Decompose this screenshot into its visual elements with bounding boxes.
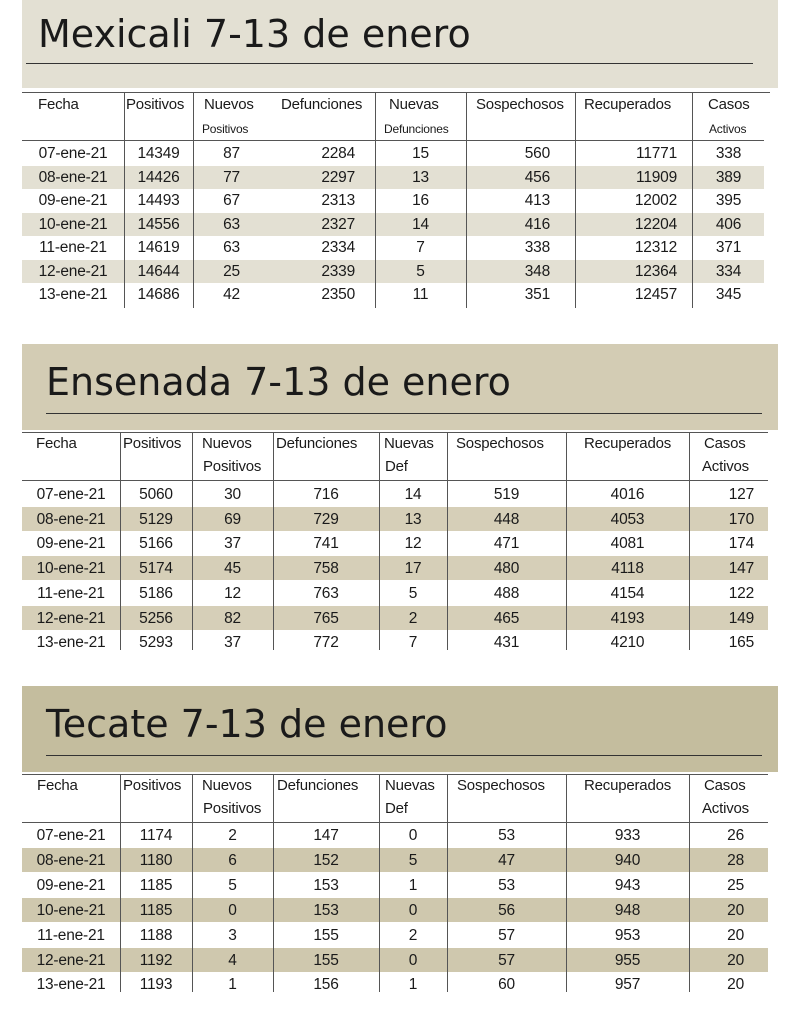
nuevos-positivos-cell: 82	[224, 609, 241, 627]
defunciones-cell: 729	[313, 510, 339, 528]
nuevas-defunciones-cell: 1	[408, 876, 418, 894]
recuperados-cell: 4016	[610, 485, 645, 503]
nuevos-positivos-cell: 1	[228, 975, 237, 993]
positivos-cell: 1185	[139, 876, 173, 894]
header-sospechosos: Sospechosos	[476, 96, 564, 113]
table-row	[0, 236, 795, 260]
header-positivos: Positivos	[126, 96, 185, 113]
sospechosos-cell: 47	[498, 851, 515, 869]
column-divider	[124, 92, 125, 308]
positivos-cell: 1174	[139, 826, 173, 844]
header-casos: Casos	[704, 435, 746, 452]
nuevas-defunciones-cell: 13	[412, 169, 429, 186]
fecha-cell: 11-ene-21	[37, 926, 105, 944]
defunciones-cell: 155	[313, 951, 339, 969]
defunciones-cell: 2284	[321, 145, 355, 162]
defunciones-cell: 153	[313, 876, 339, 894]
recuperados-cell: 12204	[634, 216, 677, 233]
header-nuevas: Nuevas	[389, 96, 439, 113]
sospechosos-cell: 465	[493, 609, 520, 627]
recuperados-cell: 12002	[634, 192, 677, 209]
recuperados-cell: 933	[614, 826, 641, 844]
header-recuperados: Recuperados	[584, 777, 672, 794]
fecha-cell: 08-ene-21	[36, 851, 106, 869]
positivos-cell: 5166	[139, 534, 173, 552]
fecha-cell: 09-ene-21	[36, 876, 106, 894]
recuperados-cell: 4118	[611, 559, 644, 577]
tecate-title-band	[22, 686, 778, 772]
sospechosos-cell: 413	[524, 192, 550, 209]
recuperados-cell: 957	[614, 975, 641, 993]
header-defunciones: Defunciones	[276, 435, 358, 452]
nuevos-positivos-cell: 12	[224, 584, 241, 602]
positivos-cell: 14644	[137, 263, 180, 280]
header-nuevas: Nuevas	[384, 435, 434, 452]
table-top-border	[22, 432, 768, 433]
column-divider	[566, 774, 567, 992]
nuevas-defunciones-cell: 0	[408, 951, 418, 969]
casos-activos-cell: 395	[715, 192, 742, 209]
header-casos-subtitle: Activos	[709, 122, 747, 136]
nuevos-positivos-cell: 63	[223, 216, 240, 233]
nuevas-defunciones-cell: 0	[408, 826, 418, 844]
fecha-cell: 09-ene-21	[36, 534, 106, 552]
column-divider	[566, 432, 567, 650]
positivos-cell: 5060	[139, 485, 173, 503]
column-divider	[692, 92, 693, 308]
fecha-cell: 13-ene-21	[38, 286, 108, 303]
sospechosos-cell: 448	[493, 510, 520, 528]
header-bottom-border	[22, 480, 768, 481]
table-title: Mexicali 7-13 de enero	[38, 12, 471, 56]
fecha-cell: 07-ene-21	[38, 145, 108, 162]
sospechosos-cell: 416	[524, 216, 550, 233]
header-recuperados: Recuperados	[584, 435, 672, 452]
nuevas-defunciones-cell: 13	[404, 510, 422, 528]
defunciones-cell: 2327	[321, 216, 355, 233]
sospechosos-cell: 456	[524, 169, 550, 186]
nuevas-defunciones-cell: 5	[416, 263, 425, 280]
table-row	[0, 189, 795, 213]
fecha-cell: 07-ene-21	[36, 826, 106, 844]
nuevos-positivos-cell: 3	[228, 926, 237, 944]
defunciones-cell: 2297	[321, 169, 355, 186]
header-casos-subtitle: Activos	[702, 458, 749, 475]
defunciones-cell: 716	[313, 485, 339, 503]
casos-activos-cell: 406	[715, 216, 742, 233]
ensenada-title-band	[22, 344, 778, 430]
positivos-cell: 5256	[139, 609, 173, 627]
nuevos-positivos-cell: 5	[228, 876, 237, 894]
defunciones-cell: 153	[313, 901, 339, 919]
table-row	[0, 213, 795, 237]
recuperados-cell: 12457	[634, 286, 677, 303]
casos-activos-cell: 122	[728, 584, 754, 602]
column-divider	[192, 774, 193, 992]
nuevos-positivos-cell: 0	[228, 901, 237, 919]
defunciones-cell: 765	[313, 609, 339, 627]
nuevas-defunciones-cell: 2	[408, 926, 418, 944]
recuperados-cell: 955	[614, 951, 641, 969]
recuperados-cell: 11771	[636, 145, 677, 162]
nuevos-positivos-cell: 2	[228, 826, 237, 844]
casos-activos-cell: 389	[715, 169, 742, 186]
positivos-cell: 1193	[139, 975, 173, 993]
nuevos-positivos-cell: 6	[228, 851, 237, 869]
casos-activos-cell: 174	[728, 534, 754, 552]
header-casos-subtitle: Activos	[702, 800, 749, 817]
sospechosos-cell: 56	[498, 901, 515, 919]
column-divider	[375, 92, 376, 308]
column-divider	[379, 774, 380, 992]
sospechosos-cell: 519	[493, 485, 520, 503]
header-sospechosos: Sospechosos	[456, 435, 544, 452]
sospechosos-cell: 338	[524, 239, 550, 256]
sospechosos-cell: 60	[498, 975, 515, 993]
nuevas-defunciones-cell: 5	[408, 584, 418, 602]
sospechosos-cell: 480	[493, 559, 520, 577]
positivos-cell: 14619	[137, 239, 180, 256]
table-row	[0, 260, 795, 284]
sospechosos-cell: 471	[493, 534, 520, 552]
fecha-cell: 11-ene-21	[37, 584, 105, 602]
sospechosos-cell: 431	[493, 633, 520, 651]
column-divider	[379, 432, 380, 650]
nuevas-defunciones-cell: 15	[412, 145, 429, 162]
header-nuevos: Nuevos	[202, 435, 252, 452]
nuevas-defunciones-cell: 11	[412, 286, 429, 303]
nuevos-positivos-cell: 63	[223, 239, 240, 256]
defunciones-cell: 772	[313, 633, 339, 651]
casos-activos-cell: 26	[727, 826, 744, 844]
positivos-cell: 14686	[137, 286, 180, 303]
recuperados-cell: 11909	[636, 169, 677, 186]
header-nuevas-subtitle: Def	[385, 800, 408, 817]
table-row	[0, 142, 795, 166]
header-casos: Casos	[708, 96, 750, 113]
fecha-cell: 08-ene-21	[36, 510, 106, 528]
casos-activos-cell: 127	[728, 485, 754, 503]
column-divider	[192, 432, 193, 650]
nuevos-positivos-cell: 37	[224, 534, 241, 552]
fecha-cell: 07-ene-21	[36, 485, 106, 503]
nuevas-defunciones-cell: 17	[404, 559, 422, 577]
column-divider	[447, 774, 448, 992]
nuevas-defunciones-cell: 0	[408, 901, 418, 919]
casos-activos-cell: 20	[727, 901, 744, 919]
nuevas-defunciones-cell: 1	[408, 975, 418, 993]
nuevos-positivos-cell: 69	[224, 510, 241, 528]
positivos-cell: 5129	[139, 510, 173, 528]
nuevas-defunciones-cell: 16	[412, 192, 429, 209]
title-underline	[46, 413, 762, 414]
title-underline	[26, 63, 753, 64]
casos-activos-cell: 371	[715, 239, 742, 256]
fecha-cell: 08-ene-21	[38, 169, 108, 186]
positivos-cell: 5174	[139, 559, 173, 577]
nuevas-defunciones-cell: 14	[412, 216, 429, 233]
positivos-cell: 5186	[139, 584, 173, 602]
nuevas-defunciones-cell: 7	[416, 239, 425, 256]
column-divider	[466, 92, 467, 308]
column-divider	[120, 774, 121, 992]
header-nuevos: Nuevos	[202, 777, 252, 794]
header-nuevos-subtitle: Positivos	[202, 122, 249, 136]
recuperados-cell: 4193	[610, 609, 645, 627]
defunciones-cell: 2350	[321, 286, 355, 303]
sospechosos-cell: 560	[524, 145, 550, 162]
column-divider	[689, 774, 690, 992]
header-defunciones: Defunciones	[281, 96, 363, 113]
table-top-border	[22, 774, 768, 775]
sospechosos-cell: 488	[493, 584, 520, 602]
header-fecha: Fecha	[38, 96, 79, 113]
header-casos: Casos	[704, 777, 746, 794]
positivos-cell: 1192	[139, 951, 173, 969]
casos-activos-cell: 20	[727, 926, 744, 944]
nuevos-positivos-cell: 77	[223, 169, 240, 186]
defunciones-cell: 152	[313, 851, 339, 869]
header-fecha: Fecha	[36, 435, 77, 452]
positivos-cell: 14426	[137, 169, 180, 186]
sospechosos-cell: 351	[524, 286, 550, 303]
casos-activos-cell: 170	[728, 510, 754, 528]
nuevos-positivos-cell: 87	[223, 145, 240, 162]
header-defunciones: Defunciones	[277, 777, 359, 794]
nuevos-positivos-cell: 25	[223, 263, 240, 280]
header-nuevos: Nuevos	[204, 96, 254, 113]
nuevas-defunciones-cell: 2	[408, 609, 418, 627]
recuperados-cell: 12312	[634, 239, 677, 256]
casos-activos-cell: 338	[715, 145, 742, 162]
header-nuevas-subtitle: Defunciones	[384, 122, 449, 136]
casos-activos-cell: 345	[715, 286, 742, 303]
defunciones-cell: 763	[313, 584, 339, 602]
sospechosos-cell: 57	[498, 926, 515, 944]
recuperados-cell: 4053	[610, 510, 645, 528]
casos-activos-cell: 28	[727, 851, 744, 869]
positivos-cell: 1180	[139, 851, 173, 869]
header-recuperados: Recuperados	[584, 96, 672, 113]
nuevos-positivos-cell: 4	[228, 951, 237, 969]
fecha-cell: 10-ene-21	[36, 901, 106, 919]
recuperados-cell: 12364	[634, 263, 677, 280]
sospechosos-cell: 53	[498, 876, 515, 894]
fecha-cell: 12-ene-21	[36, 609, 106, 627]
fecha-cell: 12-ene-21	[38, 263, 108, 280]
nuevos-positivos-cell: 67	[223, 192, 240, 209]
fecha-cell: 10-ene-21	[38, 216, 108, 233]
casos-activos-cell: 149	[728, 609, 754, 627]
column-divider	[273, 774, 274, 992]
defunciones-cell: 758	[313, 559, 339, 577]
sospechosos-cell: 53	[498, 826, 515, 844]
defunciones-cell: 2339	[321, 263, 355, 280]
column-divider	[575, 92, 576, 308]
fecha-cell: 09-ene-21	[38, 192, 108, 209]
defunciones-cell: 156	[313, 975, 339, 993]
positivos-cell: 14556	[137, 216, 180, 233]
recuperados-cell: 943	[614, 876, 641, 894]
header-nuevas-subtitle: Def	[385, 458, 408, 475]
defunciones-cell: 2334	[321, 239, 355, 256]
recuperados-cell: 4081	[610, 534, 645, 552]
table-row	[0, 283, 795, 307]
nuevos-positivos-cell: 30	[224, 485, 241, 503]
recuperados-cell: 940	[614, 851, 641, 869]
table-title: Tecate 7-13 de enero	[46, 702, 448, 746]
defunciones-cell: 147	[313, 826, 339, 844]
casos-activos-cell: 165	[728, 633, 754, 651]
fecha-cell: 13-ene-21	[36, 975, 106, 993]
casos-activos-cell: 334	[715, 263, 742, 280]
column-divider	[120, 432, 121, 650]
positivos-cell: 5293	[139, 633, 173, 651]
defunciones-cell: 2313	[321, 192, 355, 209]
nuevos-positivos-cell: 42	[223, 286, 240, 303]
recuperados-cell: 4210	[610, 633, 645, 651]
casos-activos-cell: 20	[727, 951, 744, 969]
fecha-cell: 13-ene-21	[36, 633, 106, 651]
defunciones-cell: 741	[313, 534, 339, 552]
defunciones-cell: 155	[313, 926, 339, 944]
header-fecha: Fecha	[37, 777, 78, 794]
column-divider	[273, 432, 274, 650]
nuevas-defunciones-cell: 7	[408, 633, 418, 651]
positivos-cell: 1185	[139, 901, 173, 919]
header-nuevos-subtitle: Positivos	[203, 800, 262, 817]
mexicali-title-band	[22, 0, 778, 88]
nuevos-positivos-cell: 45	[224, 559, 241, 577]
fecha-cell: 10-ene-21	[36, 559, 106, 577]
sospechosos-cell: 348	[524, 263, 550, 280]
casos-activos-cell: 20	[727, 975, 744, 993]
recuperados-cell: 953	[614, 926, 641, 944]
casos-activos-cell: 25	[727, 876, 744, 894]
table-top-border	[22, 92, 770, 93]
header-bottom-border	[22, 140, 764, 141]
nuevos-positivos-cell: 37	[224, 633, 241, 651]
title-underline	[46, 755, 762, 756]
positivos-cell: 14493	[137, 192, 180, 209]
fecha-cell: 12-ene-21	[36, 951, 106, 969]
header-positivos: Positivos	[123, 777, 182, 794]
positivos-cell: 1188	[139, 926, 173, 944]
header-nuevos-subtitle: Positivos	[203, 458, 262, 475]
fecha-cell: 11-ene-21	[39, 239, 107, 256]
column-divider	[447, 432, 448, 650]
header-nuevas: Nuevas	[385, 777, 435, 794]
table-row	[0, 166, 795, 190]
nuevas-defunciones-cell: 12	[404, 534, 422, 552]
table-title: Ensenada 7-13 de enero	[46, 360, 511, 404]
recuperados-cell: 4154	[610, 584, 645, 602]
casos-activos-cell: 147	[728, 559, 754, 577]
nuevas-defunciones-cell: 14	[404, 485, 422, 503]
header-positivos: Positivos	[123, 435, 182, 452]
sospechosos-cell: 57	[498, 951, 515, 969]
recuperados-cell: 948	[614, 901, 641, 919]
column-divider	[193, 92, 194, 308]
nuevas-defunciones-cell: 5	[408, 851, 418, 869]
header-sospechosos: Sospechosos	[457, 777, 545, 794]
column-divider	[689, 432, 690, 650]
positivos-cell: 14349	[137, 145, 180, 162]
